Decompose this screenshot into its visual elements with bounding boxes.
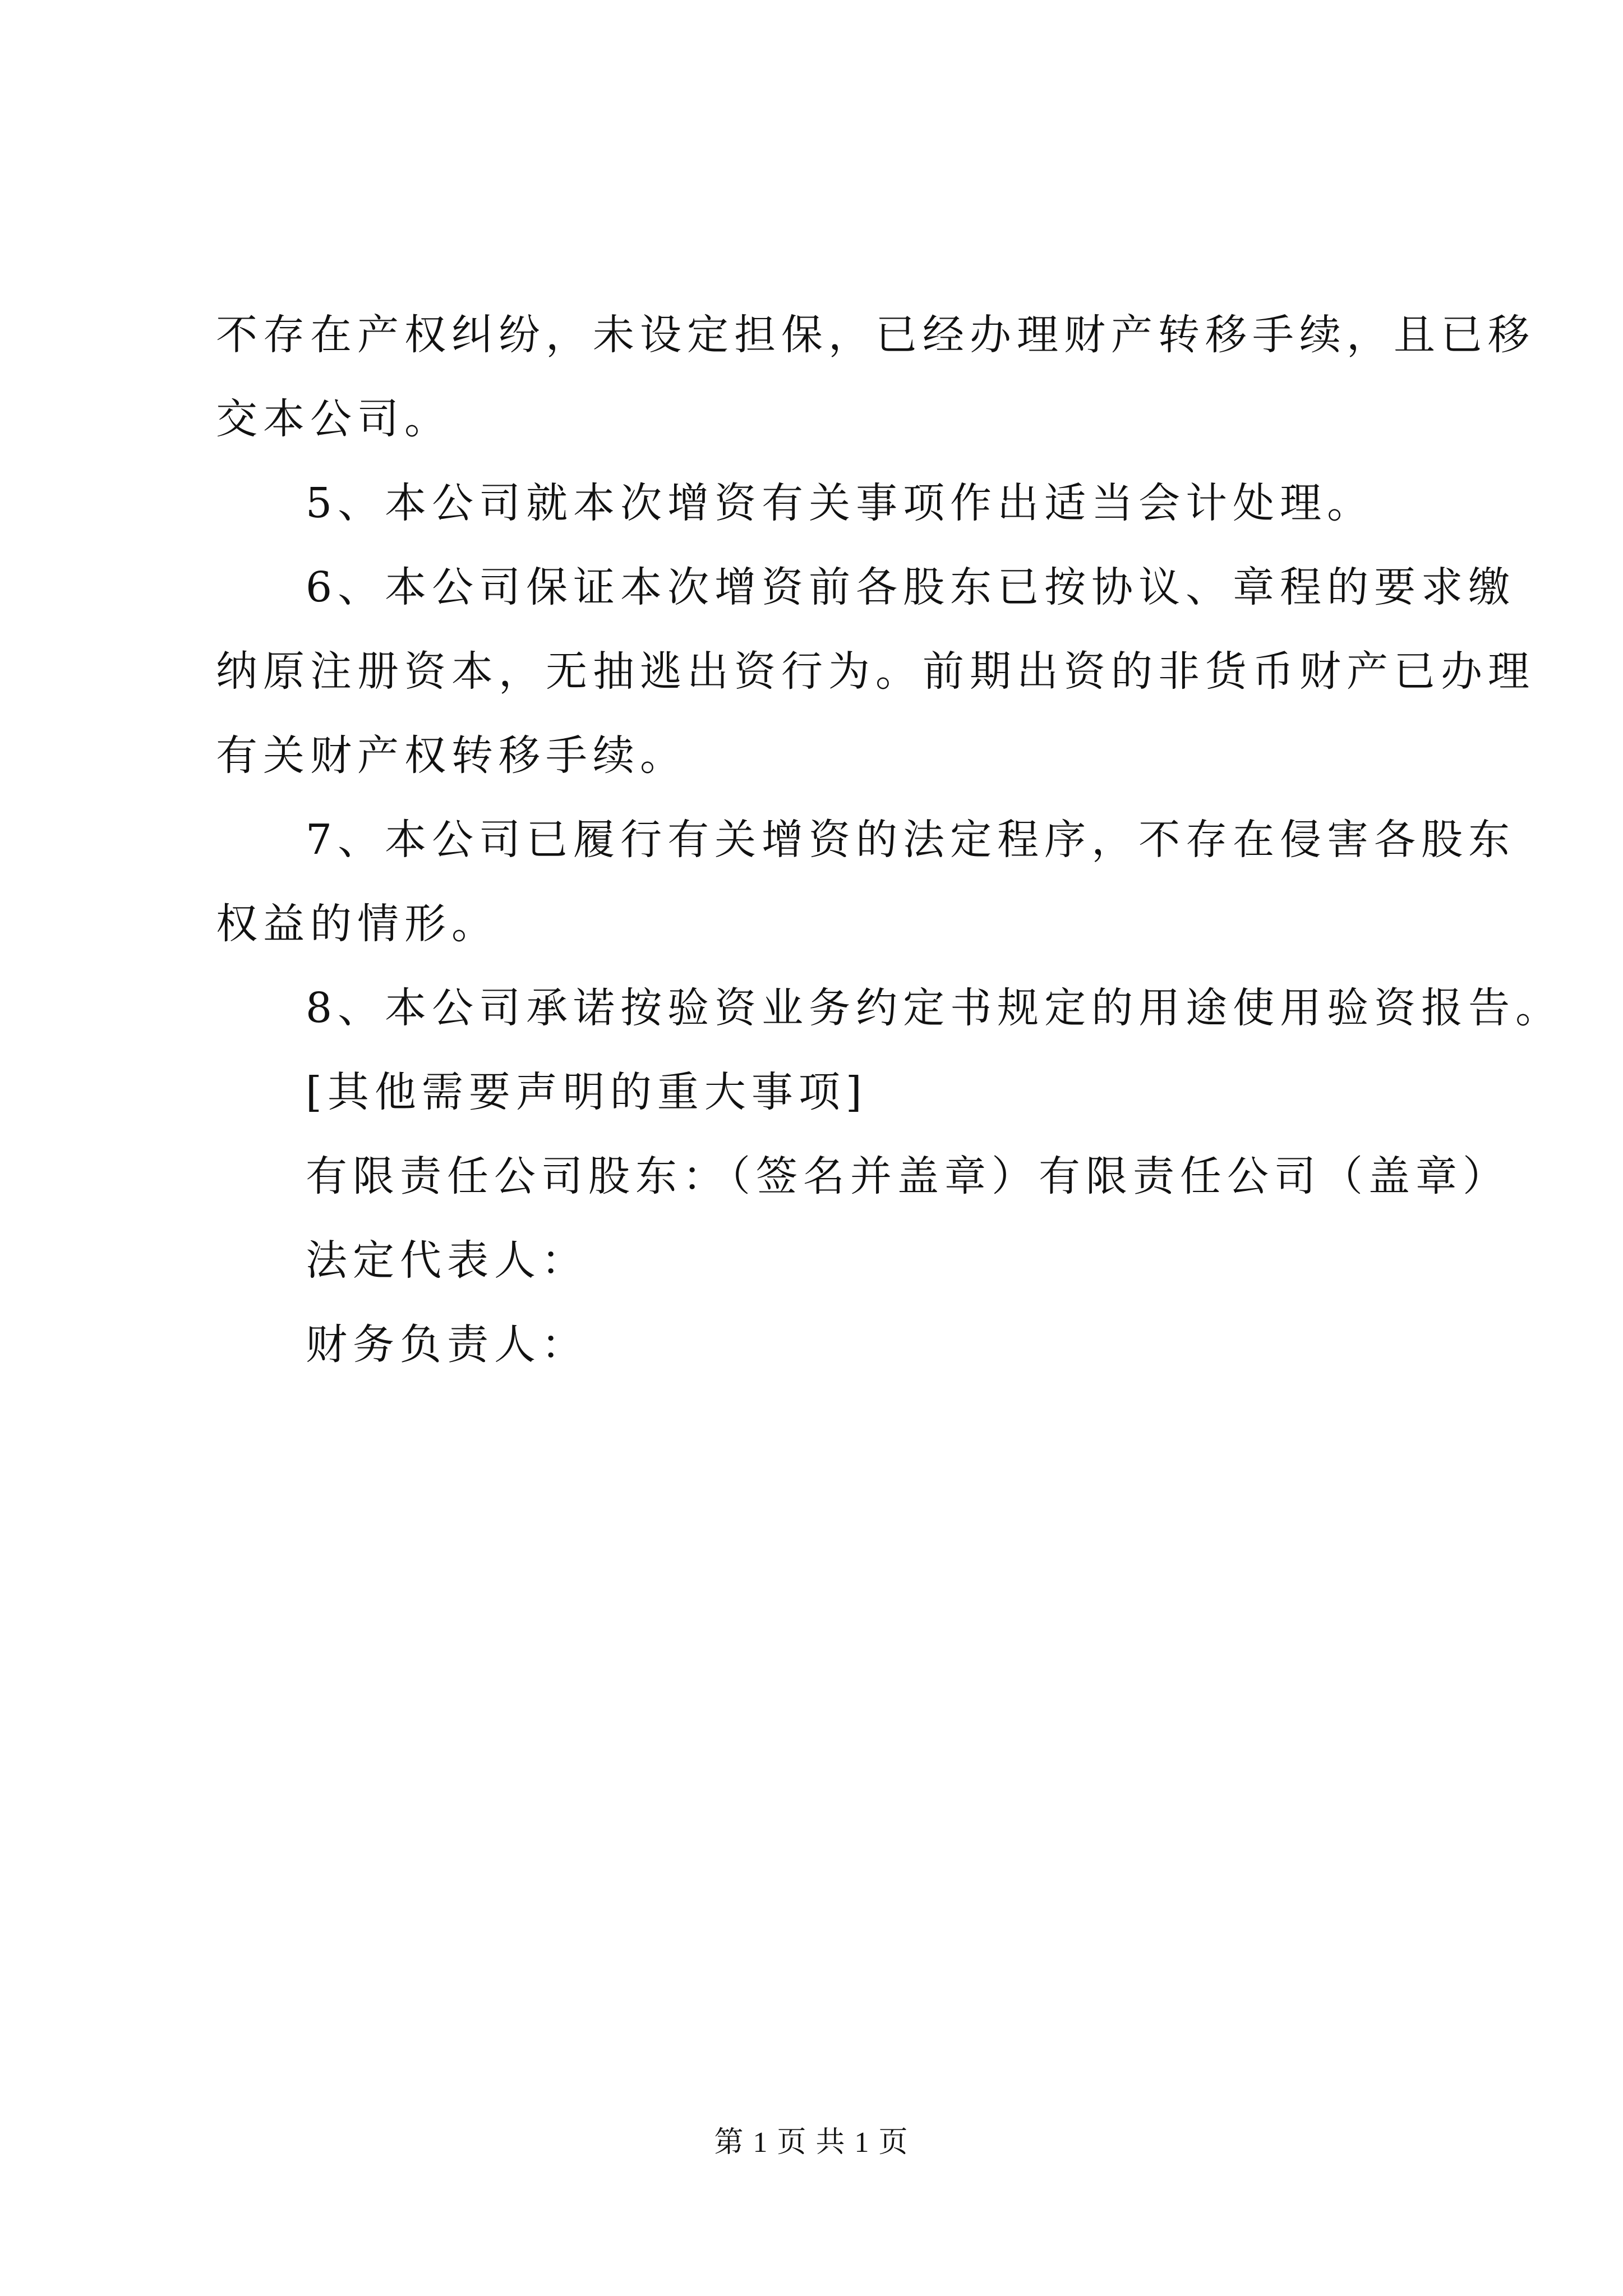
paragraph-line: 8、本公司承诺按验资业务约定书规定的用途使用验资报告。 xyxy=(306,984,1563,1032)
paragraph-line: 6、本公司保证本次增资前各股东已按协议、章程的要求缴 xyxy=(306,563,1516,611)
paragraph-line: 交本公司。 xyxy=(216,395,451,443)
paragraph-line: 有关财产权转移手续。 xyxy=(216,731,687,780)
page-number-footer: 第 1 页 共 1 页 xyxy=(714,2127,909,2159)
paragraph-line: 纳原注册资本，无抽逃出资行为。前期出资的非货币财产已办理 xyxy=(216,647,1535,696)
signature-line-legal-rep: 法定代表人： xyxy=(306,1236,588,1285)
paragraph-line: 不存在产权纠纷，未设定担保，已经办理财产转移手续，且已移 xyxy=(216,311,1535,359)
paragraph-line: 权益的情形。 xyxy=(216,900,499,948)
signature-line-shareholder: 有限责任公司股东：（签名并盖章）有限责任公司（盖章） xyxy=(306,1152,1510,1200)
paragraph-line: 7、本公司已履行有关增资的法定程序，不存在侵害各股东 xyxy=(306,816,1516,864)
paragraph-line: 5、本公司就本次增资有关事项作出适当会计处理。 xyxy=(306,479,1375,527)
document-body xyxy=(216,293,1563,1387)
signature-line-finance: 财务负责人： xyxy=(306,1320,588,1369)
paragraph-line: [其他需要声明的重大事项] xyxy=(306,1068,868,1116)
